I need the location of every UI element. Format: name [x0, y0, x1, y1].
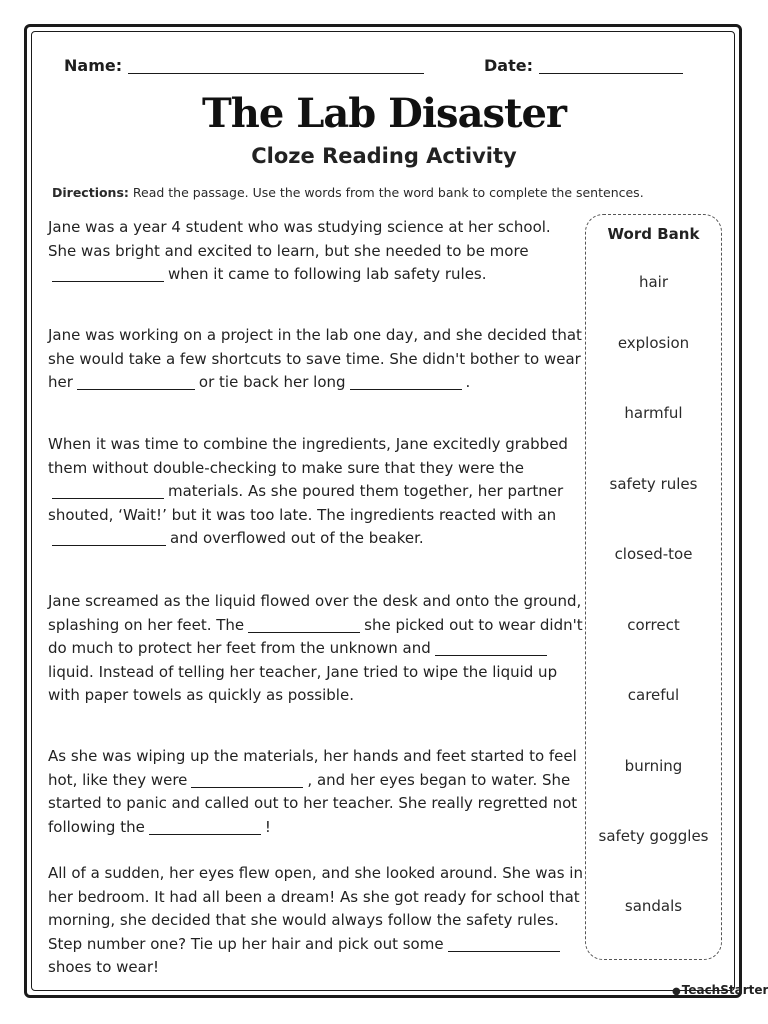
paragraph-text: Jane screamed as the liquid flowed over the desk and onto the ground, splashing on her feet. The: [48, 592, 582, 634]
word-bank-item: safety rules: [609, 475, 698, 493]
word-bank-item: burning: [624, 757, 683, 775]
word-bank-title: Word Bank: [607, 225, 700, 243]
logo-text: TeachStarter: [681, 983, 768, 997]
word-bank-item: safety goggles: [598, 827, 709, 845]
paragraph-text: or tie back her long: [198, 373, 346, 391]
word-bank-box: [585, 214, 722, 960]
name-field[interactable]: [64, 56, 424, 75]
paragraph-text: materials. As she poured them together, her partner shouted, ‘Wait!’ but it was too late. The ingredients reacted with an: [48, 482, 564, 524]
paragraph-1: [48, 216, 583, 287]
date-line[interactable]: [539, 73, 683, 74]
paragraph-text: she picked out to wear didn't do much to protect her feet from the unknown and: [48, 615, 583, 657]
teachstarter-logo: [672, 983, 768, 997]
answer-blank[interactable]: [52, 484, 164, 499]
answer-blank[interactable]: [435, 641, 547, 656]
word-bank-item: closed-toe: [614, 545, 693, 563]
paragraph-text: Jane was a year 4 student who was studying science at her school. She was bright and excited to learn, but she needed to be more: [48, 218, 551, 260]
date-label: Date:: [484, 56, 533, 75]
paragraph-text: All of a sudden, her eyes flew open, and she looked around. She was in her bedroom. It had all been a dream! As she got ready for school that morning, she decided that she would always follow the safety rules. Step number one? Tie up her hair and pick out some: [48, 864, 583, 953]
paragraph-text: As she was wiping up the materials, her hands and feet started to feel hot, like they were: [48, 747, 577, 789]
directions-label: Directions:: [52, 185, 129, 200]
answer-blank[interactable]: [52, 531, 166, 546]
word-bank-item: explosion: [617, 334, 690, 352]
directions: [52, 185, 732, 200]
word-bank-item: careful: [627, 686, 680, 704]
paragraph-text: Jane was working on a project in the lab one day, and she decided that she would take a few shortcuts to save time. She didn't bother to wear her: [48, 326, 582, 391]
paragraph-6: [48, 862, 583, 980]
answer-blank[interactable]: [149, 820, 261, 835]
paragraph-4: [48, 590, 583, 708]
answer-blank[interactable]: [77, 375, 195, 390]
logo-icon: ●: [672, 986, 681, 997]
page-title: The Lab Disaster: [202, 90, 566, 137]
paragraph-text: and overflowed out of the beaker.: [170, 529, 424, 547]
paragraph-text: when it came to following lab safety rules.: [168, 265, 487, 283]
date-field[interactable]: [484, 56, 683, 75]
paragraph-text: shoes to wear!: [48, 958, 160, 976]
paragraph-5: [48, 745, 583, 839]
paragraph-text: When it was time to combine the ingredients, Jane excitedly grabbed them without double-checking to make sure that they were the: [48, 435, 568, 477]
word-bank-item: correct: [627, 616, 680, 634]
word-bank-item: hair: [638, 273, 669, 291]
name-label: Name:: [64, 56, 123, 75]
paragraph-text: .: [465, 373, 471, 391]
answer-blank[interactable]: [350, 375, 462, 390]
answer-blank[interactable]: [52, 267, 164, 282]
paragraph-text: , and her eyes began to water. She started to panic and called out to her teacher. She really regretted not following the: [48, 770, 578, 836]
paragraph-text: liquid. Instead of telling her teacher, Jane tried to wipe the liquid up with paper towels as quickly as possible.: [48, 662, 558, 704]
answer-blank[interactable]: [191, 773, 303, 788]
paragraph-text: !: [264, 817, 271, 836]
word-bank-item: sandals: [624, 897, 683, 915]
page-subtitle: Cloze Reading Activity: [251, 144, 517, 168]
word-bank-item: harmful: [624, 404, 683, 422]
paragraph-2: [48, 324, 583, 395]
answer-blank[interactable]: [448, 937, 560, 952]
name-line[interactable]: [128, 73, 424, 74]
paragraph-3: [48, 433, 583, 551]
answer-blank[interactable]: [248, 618, 360, 633]
directions-text: Read the passage. Use the words from the word bank to complete the sentences.: [132, 185, 644, 200]
